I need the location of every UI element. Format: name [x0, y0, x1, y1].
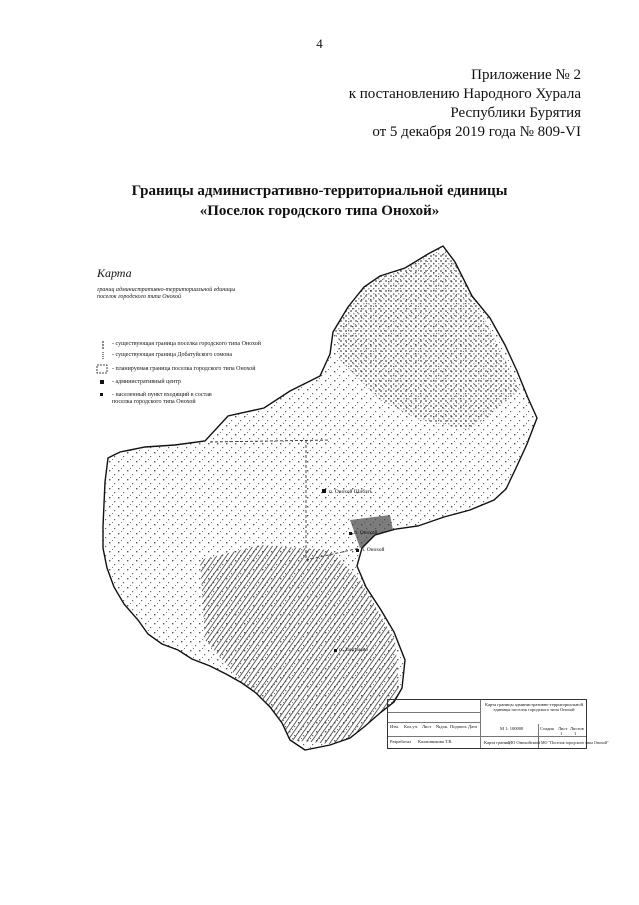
stamp-developer-name: Калашникова Т.В. [418, 739, 453, 744]
stamp-footer: МО "Поселок городского типа Онохой" [541, 740, 609, 745]
stamp-sheet-value: 1 [560, 731, 563, 736]
appendix-line-2: к постановлению Народного Хурала [348, 86, 581, 102]
place-label-1: п. Онохой Шибэть [329, 489, 373, 495]
title-line-2: «Поселок городского типа Онохой» [199, 203, 440, 219]
legend-symbol-dashed-box [97, 365, 107, 373]
place-label-4: п. Заиграево [339, 647, 369, 653]
settlement-marker-1 [349, 532, 352, 535]
legend-symbol-filled-square [100, 380, 104, 384]
stamp-sheets-value: 1 [574, 731, 577, 736]
page-number: 4 [316, 36, 323, 51]
stamp-sheet-label: Лист [558, 726, 568, 731]
settlement-marker-2 [356, 549, 359, 552]
stamp-col-6: Дата [468, 724, 477, 729]
legend-item-3: - планируемая граница поселка городского типа Онохой [112, 366, 256, 372]
stamp-checked-label: Карта границ [484, 740, 510, 745]
legend-item-4: - административный центр [112, 379, 181, 385]
legend-item-5: - населенный пункт входящий в состав поселка городского типа Онохой [112, 392, 212, 405]
settlement-marker-3 [334, 649, 337, 652]
place-label-3: п. Онохой [361, 547, 385, 553]
place-label-2: п. Онохой [354, 530, 378, 536]
legend-item-1: - существующая граница поселка городского типа Онохой [112, 341, 261, 347]
stamp-scale: М 1: 100000 [500, 726, 524, 731]
legend-subtitle: границ административно-территориальной единицы поселок городского типа Онохой [97, 287, 236, 300]
stamp-col-1: Изм. [390, 724, 399, 729]
map-legend [97, 266, 247, 301]
stamp-col-5: Подпись [450, 724, 467, 729]
appendix-line-4: от 5 декабря 2019 года № 809-VI [372, 124, 581, 140]
stamp-header: Карта границы административно-территориальной единицы поселок городского типа Онохой [485, 702, 583, 712]
legend-title: Карта [97, 266, 132, 280]
stamp-col-3: Лист [422, 724, 432, 729]
legend-item-2: - существующая граница Добатуйского сомона [112, 352, 233, 358]
title-line-1: Границы административно-территориальной единицы [131, 183, 508, 199]
title-block-stamp [387, 699, 609, 749]
stamp-col-2: Кол.уч. [404, 724, 418, 729]
stamp-developer-label: Разработал [390, 739, 412, 744]
appendix-line-1: Приложение № 2 [471, 67, 581, 83]
legend-symbol-small-square [100, 393, 103, 396]
stamp-sheets-label: Листов [570, 726, 584, 731]
stamp-checked-name: МО Онохойский [508, 740, 540, 745]
stamp-stage-label: Стадия [540, 726, 554, 731]
appendix-line-3: Республики Бурятия [450, 105, 581, 121]
admin-center-marker [322, 489, 326, 493]
stamp-col-4: №док. [436, 724, 449, 729]
